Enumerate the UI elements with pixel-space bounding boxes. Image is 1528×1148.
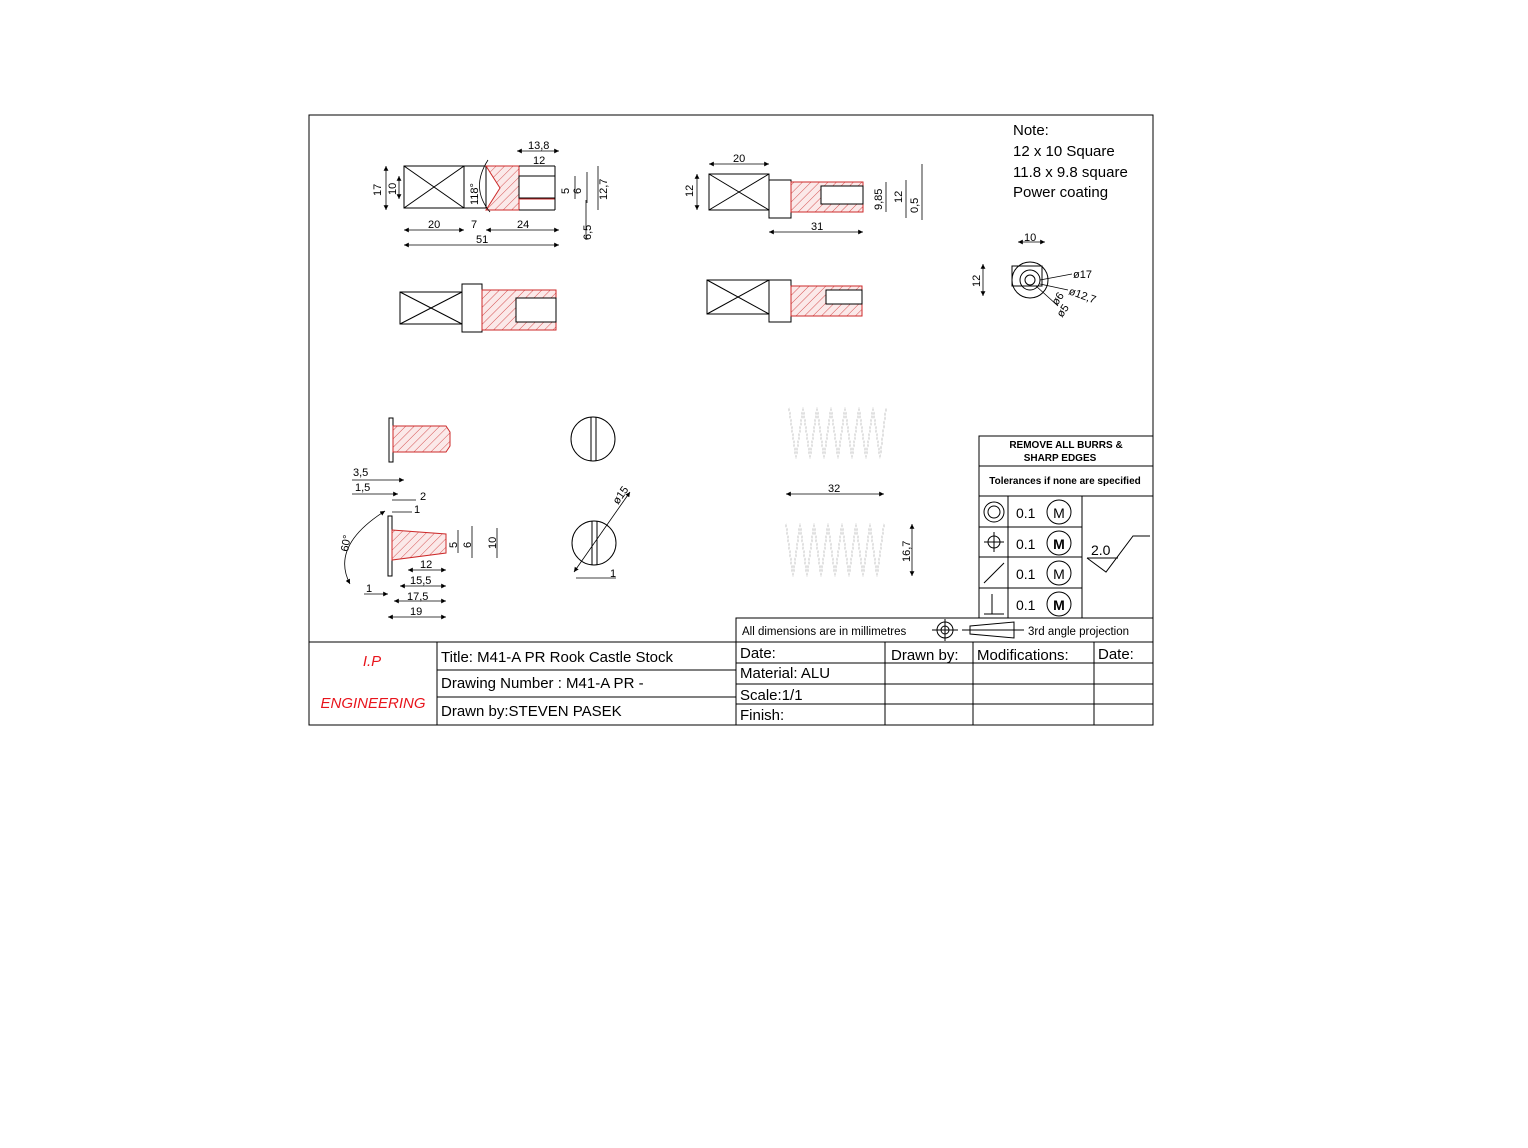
spring-dim-32: 32 <box>828 483 841 495</box>
drawing-number: Drawing Number : M41-A PR - <box>441 675 644 692</box>
note-heading: Note: <box>1013 122 1049 139</box>
scale: Scale:1/1 <box>740 687 803 704</box>
modifications-column-header: Modifications: <box>977 647 1069 664</box>
sc-dim-19: 19 <box>410 606 423 618</box>
tol-value-1: 0.1 <box>1016 505 1036 521</box>
sc-dim-1b: 1 <box>366 583 373 595</box>
projection-row <box>736 618 1153 642</box>
sc-dim-6: 6 <box>462 541 474 548</box>
note-line-1: 12 x 10 Square <box>1013 143 1115 160</box>
part2-dimensioned-view <box>684 153 922 233</box>
runout-icon <box>984 563 1004 583</box>
note-line-3: Power coating <box>1013 184 1109 201</box>
p1-dim-10: 10 <box>387 182 399 195</box>
burrs-line-1: REMOVE ALL BURRS & <box>1009 440 1123 451</box>
p2-dim-0-5: 0,5 <box>909 197 921 213</box>
sc-dim-12: 12 <box>420 559 433 571</box>
sc-dim-1-5: 1,5 <box>355 482 371 494</box>
sh-dia-15: ø15 <box>610 484 632 507</box>
sc-dim-1a: 1 <box>414 504 421 516</box>
spring-dim-16-7: 16,7 <box>901 540 913 562</box>
ev-dim-10: 10 <box>1024 232 1037 244</box>
ev-dia-17: ø17 <box>1073 269 1092 281</box>
part1-section-view <box>400 284 556 332</box>
burrs-line-2: SHARP EDGES <box>1023 453 1097 464</box>
p1-dim-6: 6 <box>572 187 584 194</box>
spring-top <box>789 408 886 458</box>
circularity-icon <box>984 502 1004 522</box>
units-text: All dimensions are in millimetres <box>742 626 907 638</box>
title-block <box>309 642 1153 725</box>
spring-dimensioned <box>786 483 913 576</box>
projection-text: 3rd angle projection <box>1028 626 1130 638</box>
drawn-by: Drawn by:STEVEN PASEK <box>441 703 622 720</box>
note-block <box>1013 122 1128 201</box>
surface-finish-value: 2.0 <box>1091 542 1111 558</box>
screw-dimensioned-view <box>339 467 499 618</box>
company-line-2: ENGINEERING <box>320 695 426 712</box>
p1-dim-12-7: 12,7 <box>598 178 610 200</box>
tol-mod-4: M <box>1053 597 1065 613</box>
sc-dim-2: 2 <box>420 491 427 503</box>
p2-dim-9-85: 9,85 <box>873 188 885 210</box>
tol-value-2: 0.1 <box>1016 536 1036 552</box>
company-line-1: I.P <box>362 653 382 670</box>
tolerance-box <box>979 436 1153 618</box>
p1-angle-118: 118° <box>469 183 481 205</box>
note-line-2: 11.8 x 9.8 square <box>1013 164 1128 181</box>
p2-dim-12b: 12 <box>893 190 905 203</box>
drawing-title: Title: M41-A PR Rook Castle Stock <box>441 649 674 666</box>
p1-dim-7: 7 <box>471 219 478 231</box>
third-angle-projection-icon <box>932 619 1024 641</box>
tol-value-4: 0.1 <box>1016 597 1036 613</box>
sc-dim-17-5: 17,5 <box>407 591 429 603</box>
p2-dim-20: 20 <box>733 153 746 165</box>
ev-dim-12: 12 <box>971 274 983 287</box>
p1-dim-6-5: 6,5 <box>582 224 594 240</box>
sheet-border <box>309 115 1153 725</box>
sc-dim-5: 5 <box>448 541 460 548</box>
screw-head-views <box>571 417 631 580</box>
ev-dia-6: ø6 <box>1049 290 1067 308</box>
p1-dim-5: 5 <box>560 187 572 194</box>
tol-mod-3: M <box>1053 566 1065 582</box>
tol-mod-1: M <box>1053 505 1065 521</box>
tol-value-3: 0.1 <box>1016 566 1036 582</box>
ev-dia-12-7: ø12,7 <box>1066 285 1098 307</box>
sh-dim-1: 1 <box>610 568 617 580</box>
drawn-by-column-header: Drawn by: <box>891 647 959 664</box>
end-view <box>971 232 1098 320</box>
p2-dim-31: 31 <box>811 221 824 233</box>
p2-dim-12: 12 <box>684 184 696 197</box>
screw-small-view <box>389 418 450 462</box>
sc-dim-15-5: 15,5 <box>410 575 432 587</box>
ev-dia-5: ø5 <box>1054 302 1072 320</box>
sc-dim-10: 10 <box>487 536 499 549</box>
p1-dim-24: 24 <box>517 219 530 231</box>
date-column-header: Date: <box>1098 646 1134 663</box>
p1-dim-13-8: 13,8 <box>528 140 550 152</box>
tolerances-label: Tolerances if none are specified <box>989 476 1141 487</box>
date-label: Date: <box>740 645 776 662</box>
tol-mod-2: M <box>1053 536 1065 552</box>
material: Material: ALU <box>740 665 831 682</box>
p1-dim-51: 51 <box>476 234 489 246</box>
part2-section-view <box>707 280 862 322</box>
finish: Finish: <box>740 707 785 724</box>
p1-dim-20: 20 <box>428 219 441 231</box>
p1-dim-12: 12 <box>533 155 546 167</box>
p1-dim-17: 17 <box>372 183 384 196</box>
perpendicularity-icon <box>984 594 1004 614</box>
sc-angle-60: 60° <box>339 534 354 553</box>
position-icon <box>984 532 1004 552</box>
part1-dimensioned-view <box>372 140 610 246</box>
sc-dim-3-5: 3,5 <box>353 467 369 479</box>
